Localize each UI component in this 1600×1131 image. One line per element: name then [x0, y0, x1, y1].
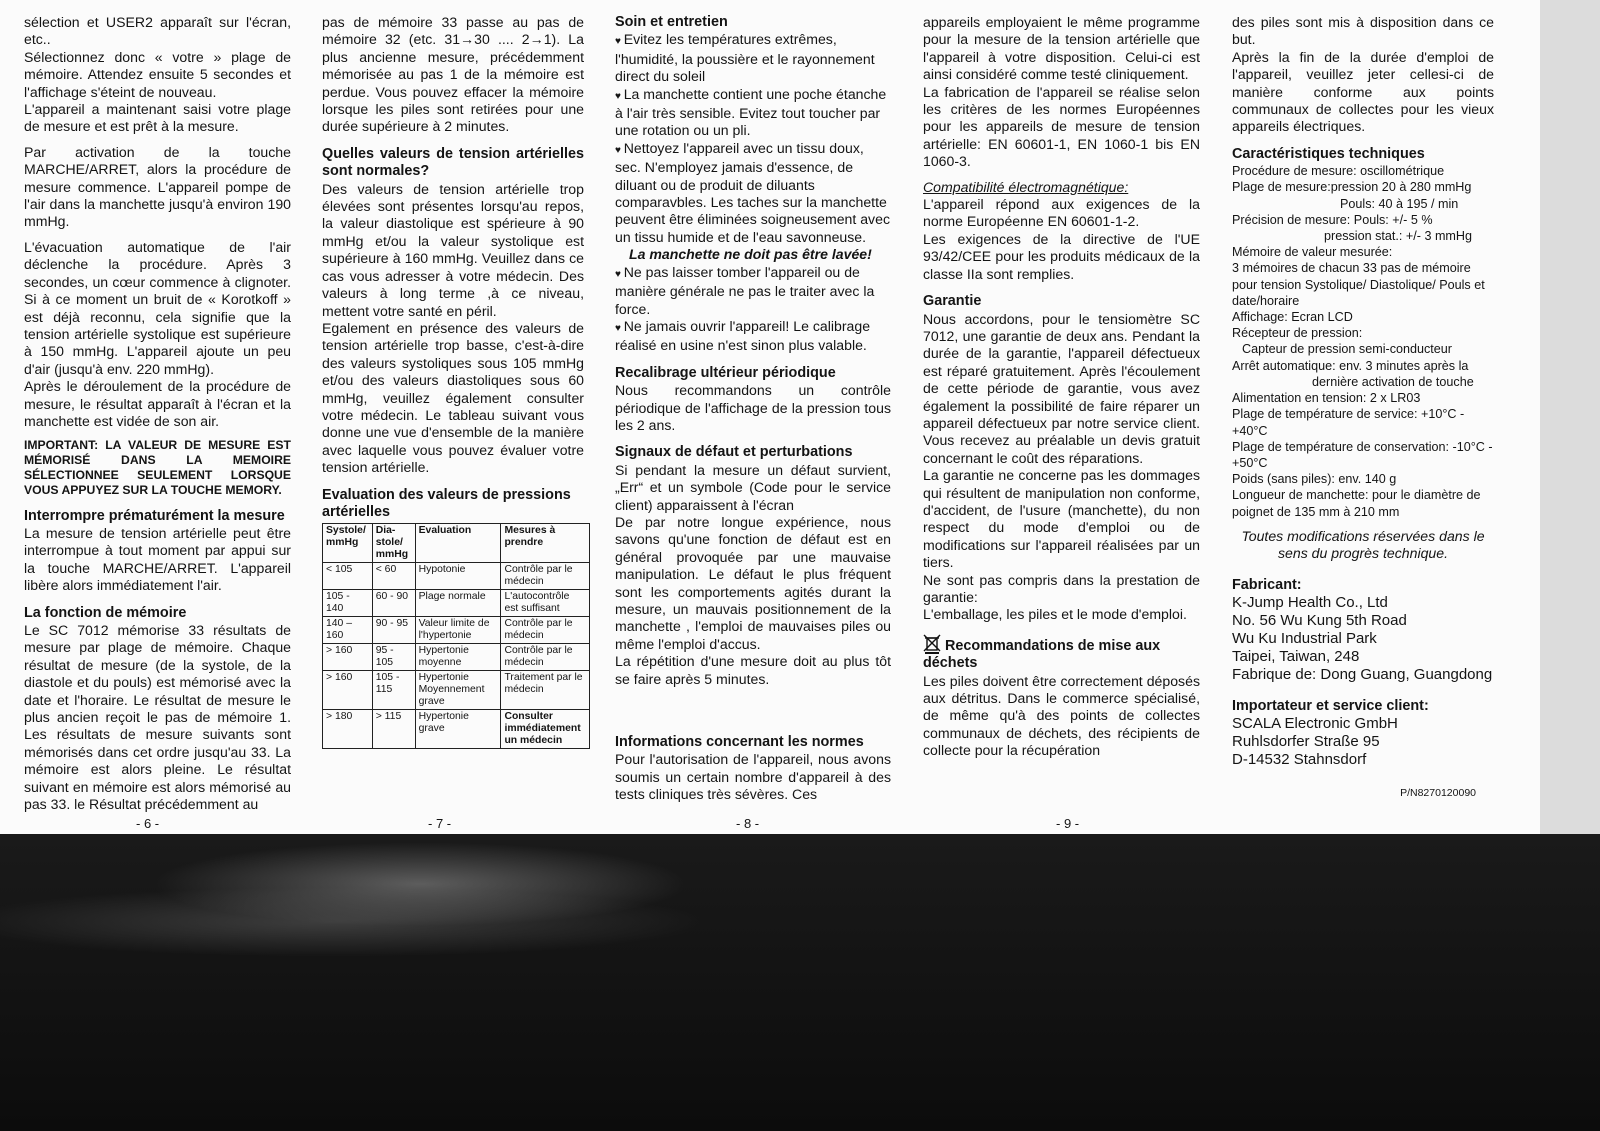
paragraph: Après le déroulement de la procédure de mesure, le résultat apparaît à l'écran et la manchette est vidée de son air.: [24, 378, 291, 429]
section-heading: Quelles valeurs de tension artérielles sont normales?: [322, 145, 584, 180]
table-row: [323, 671, 590, 710]
warning-text: La manchette ne doit pas être lavée!: [629, 246, 872, 263]
table-cell: Consulter immédiatement un médecin: [501, 710, 590, 749]
section-heading: Caractéristiques techniques: [1232, 145, 1425, 162]
table-cell: 60 - 90: [372, 590, 415, 617]
blood-pressure-table: [322, 523, 590, 749]
paragraph: Les exigences de la directive de l'UE 93/42/CEE pour les produits médicaux de la classe IIa sont remplies.: [923, 230, 1200, 282]
list-item: ♥ Evitez les températures extrêmes, l'humidité, la poussière et le rayonnement direct du soleil: [615, 31, 875, 85]
paragraph: des piles sont mis à disposition dans ce but.: [1232, 14, 1494, 48]
table-cell: Traitement par le médecin: [501, 671, 590, 710]
table-header-row: [323, 524, 590, 563]
section-heading: Soin et entretien: [615, 14, 728, 30]
paragraph: La fabrication de l'appareil se réalise selon les critères de les normes Européennes pour les appareils de mesure de tension artérielle: EN 60601-1, EN 1060-1 bis EN 1060-3.: [923, 83, 1200, 170]
address-line: Wu Ku Industrial Park: [1232, 629, 1377, 647]
spec-item: Procédure de mesure: oscillométrique: [1232, 164, 1445, 179]
spec-item: Alimentation en tension: 2 x LR03: [1232, 391, 1421, 406]
paragraph: Le SC 7012 mémorise 33 résultats de mesure par plage de mémoire. Chaque résultat de mesure (de la systole, de la diastole et du pouls) est mémorisé avec la date et l'horaire. Le résultat de mesure le plus ancien reçoit le pas de mémoire 1. Les résultats de mesure suivants sont mémorisés dans cet ordre jusqu'au 33. La mémoire est alors pleine. Le résultat suivant en mémoire est alors mémorisé au pas 33. le Résultat précédemment au: [24, 621, 291, 813]
paragraph: L'appareil a maintenant saisi votre plage de mesure et est prêt à la mesure.: [24, 101, 291, 135]
section-heading: Interrompre prématurément la mesure: [24, 507, 285, 524]
page-9-column: [923, 14, 1200, 760]
table-row: [323, 710, 590, 749]
table-cell: > 180: [323, 710, 373, 749]
paragraph: L'emballage, les piles et le mode d'emploi.: [923, 606, 1187, 623]
paragraph: Egalement en présence des valeurs de tension artérielle trop basse, c'est-à-dire des valeurs systoliques sous 105 mmHg et/ou des valeurs diastoliques sous 60 mmHg, veuillez également consulter votre médecin. Le tableau suivant vous donne une vue d'ensemble de la manière avec laquelle vous pouvez évaluer votre tension artérielle.: [322, 319, 584, 476]
heart-bullet-icon: ♥: [615, 268, 624, 280]
spec-item: Capteur de pression semi-conducteur: [1242, 342, 1453, 357]
paragraph: Ne sont pas compris dans la prestation de garantie:: [923, 571, 1200, 605]
heart-bullet-icon: ♥: [615, 36, 624, 48]
address-line: K-Jump Health Co., Ltd: [1232, 593, 1388, 611]
spec-item: Plage de température de conservation: -10°C - +50°C: [1232, 439, 1493, 470]
spec-item: Poids (sans piles): env. 140 g: [1232, 472, 1397, 487]
section-heading: Recalibrage ultérieur périodique: [615, 364, 836, 381]
address-line: Fabrique de: Dong Guang, Guangdong: [1232, 665, 1493, 683]
page-number: - 7 -: [428, 816, 452, 831]
manufacturer-address: [1232, 594, 1494, 684]
section-heading: La fonction de mémoire: [24, 604, 187, 621]
paragraph: La mesure de tension artérielle peut être interrompue à tout moment par appui sur la touche MARCHE/ARRET. L'appareil libère alors immédiatement l'air.: [24, 524, 291, 594]
section-heading: Importateur et service client:: [1232, 697, 1429, 714]
heart-bullet-icon: ♥: [615, 322, 624, 334]
spec-item: Plage de mesure:pression 20 à 280 mmHg: [1232, 180, 1472, 195]
paragraph: Des valeurs de tension artérielle trop élevées sont présentes lorsqu'au repos, la valeur diastolique est spérieure à 90 mmHg et/ou la valeur systolique est supérieure à 160 mmHg. Veuillez dans ce cas vous adresser à votre médecin. Des valeurs à long terme ,à ce niveau, mettent votre santé en péril.: [322, 180, 584, 319]
table-cell: 105 - 115: [372, 671, 415, 710]
table-cell: > 115: [372, 710, 415, 749]
paragraph: Les piles doivent être correctement déposés aux détritus. Dans le commerce spécialisé, de même qu'à des points de collectes communaux de déchets, des récipients de collecte pour la récupération: [923, 672, 1200, 759]
table-cell: Hypertonie Moyennement grave: [415, 671, 501, 710]
table-cell: > 160: [323, 671, 373, 710]
table-cell: 140 – 160: [323, 617, 373, 644]
spec-item: Pouls: 40 à 195 / min: [1340, 196, 1459, 211]
modification-note: Toutes modifications réservées dans le sens du progrès technique.: [1241, 527, 1485, 562]
page-number: - 8 -: [736, 816, 760, 831]
page-number: - 6 -: [136, 816, 160, 831]
table-header-cell: Evaluation: [415, 524, 501, 563]
page-6-column: [24, 14, 291, 813]
spec-item: pression stat.: +/- 3 mmHg: [1324, 229, 1473, 244]
table-cell: 105 - 140: [323, 590, 373, 617]
paragraph: L'appareil répond aux exigences de la norme Européenne EN 60601-1-2.: [923, 196, 1200, 230]
address-line: SCALA Electronic GmbH: [1232, 715, 1398, 733]
important-notice: IMPORTANT: LA VALEUR DE MESURE EST MÉMORISÉ DANS LA MEMOIRE SÉLECTIONNEE SEULEMENT LORSQUE VOUS APPUYEZ SUR LA TOUCHE MEMORY.: [24, 438, 291, 497]
section-heading: Fabricant:: [1232, 576, 1302, 593]
paragraph: Pour l'autorisation de l'appareil, nous avons soumis un certain nombre d'appareil à des tests cliniques très sévères. Ces: [615, 751, 891, 803]
section-heading: Evaluation des valeurs de pressions artérielles: [322, 486, 571, 520]
page-number: - 9 -: [1056, 816, 1080, 831]
page-7-column: [322, 14, 584, 749]
paragraph: Par activation de la touche MARCHE/ARRET, alors la procédure de mesure commence. L'appareil pompe de l'air dans la manchette jusqu'à environ 190 mmHg.: [24, 143, 291, 230]
table-cell: Plage normale: [415, 590, 501, 617]
address-line: No. 56 Wu Kung 5th Road: [1232, 611, 1407, 629]
table-header-cell: Mesures à prendre: [501, 524, 590, 563]
table-row: [323, 590, 590, 617]
section-heading: Recommandations de mise aux déchets: [923, 634, 1200, 673]
paragraph: Nous accordons, pour le tensiomètre SC 7012, une garantie de deux ans. Pendant la durée de la garantie, l'appareil défectueux est réparé gratuitement. Après l'écoulement de cette période de garantie, vous avez également la possibilité de faire réparer un appareil défectueux par notre service client. Vous recevez au préalable un devis gratuit concernant le coût des réparations.: [923, 310, 1200, 466]
part-number: P/N8270120090: [1400, 787, 1476, 800]
section-heading: Compatibilité électromagnétique:: [923, 178, 1129, 195]
paragraph: Après la fin de la durée d'emploi de l'appareil, veuillez jeter cellesi-ci de manière conforme aux points communaux de collectes pour les vieux appareils électriques.: [1232, 48, 1494, 135]
table-cell: Hypertonie grave: [415, 710, 501, 749]
address-line: D-14532 Stahnsdorf: [1232, 751, 1367, 769]
table-cell: 90 - 95: [372, 617, 415, 644]
section-heading: Informations concernant les normes: [615, 734, 864, 751]
section-heading: Garantie: [923, 293, 982, 310]
address-line: Taipei, Taiwan, 248: [1232, 647, 1360, 665]
table-row: [323, 644, 590, 671]
table-cell: Contrôle par le médecin: [501, 563, 590, 590]
table-cell: Contrôle par le médecin: [501, 644, 590, 671]
table-cell: Hypotonie: [415, 563, 501, 590]
table-cell: L'autocontrôle est suffisant: [501, 590, 590, 617]
table-cell: < 105: [323, 563, 373, 590]
spec-item: Récepteur de pression:: [1232, 326, 1363, 341]
paragraph: Sélectionnez donc « votre » plage de mémoire. Attendez ensuite 5 secondes et l'affichage s'éteint de nouveau.: [24, 48, 291, 100]
page-10-column: [1232, 14, 1494, 803]
heart-bullet-icon: ♥: [615, 144, 624, 156]
address-line: Ruhlsdorfer Straße 95: [1232, 733, 1380, 751]
paragraph: Nous recommandons un contrôle périodique de l'affichage de la pression tous les 2 ans.: [615, 382, 891, 433]
list-item: ♥ Nettoyez l'appareil avec un tissu doux, sec. N'employez jamais d'essence, de diluant ou de produit de diluants comparavbles. Les taches sur la manchette peuvent être éliminées soigneusement avec un tissu humide et de l'eau savonneuse.: [615, 139, 890, 245]
spec-item: Plage de température de service: +10°C - +40°C: [1232, 407, 1465, 438]
spec-item: Mémoire de valeur mesurée:: [1232, 245, 1393, 260]
paragraph: La garantie ne concerne pas les dommages qui résultent de manipulation non conforme, d'accident, de l'usure (manchette), du non respect du mode d'emploi ou de modifications sur l'appareil réalisées par un tiers.: [923, 467, 1200, 571]
table-header-cell: Dia-stole/ mmHg: [372, 524, 415, 563]
table-cell: 95 - 105: [372, 644, 415, 671]
table-cell: Valeur limite de l'hypertonie: [415, 617, 501, 644]
spec-item: 3 mémoires de chacun 33 pas de mémoire pour tension Systolique/ Diastolique/ Pouls et date/horaire: [1232, 261, 1485, 308]
section-heading: Signaux de défaut et perturbations: [615, 444, 853, 461]
heart-bullet-icon: ♥: [615, 90, 624, 102]
spec-item: Précision de mesure: Pouls: +/- 5 %: [1232, 212, 1433, 227]
page-8-column: [615, 14, 891, 804]
spec-item: Arrêt automatique: env. 3 minutes après la: [1232, 358, 1469, 373]
paragraph: L'évacuation automatique de l'air déclenche la procédure. Après 3 secondes, un cœur commence à clignoter. Si à ce moment un bruit de « Korotkoff » est déjà reconnu, cela signifie que la tension artérielle systolique est supérieure à 150 mmHg. L'appareil ajoute un peu d'air (jusqu'à env. 220 mmHg).: [24, 238, 291, 377]
spec-item: Affichage: Ecran LCD: [1232, 310, 1353, 325]
paragraph: La répétition d'une mesure doit au plus tôt se faire après 5 minutes.: [615, 653, 891, 687]
table-cell: Contrôle par le médecin: [501, 617, 590, 644]
table-cell: > 160: [323, 644, 373, 671]
table-row: [323, 617, 590, 644]
table-cell: < 60: [372, 563, 415, 590]
list-item: ♥ Ne jamais ouvrir l'appareil! Le calibrage réalisé en usine n'est sinon plus valable.: [615, 317, 871, 354]
table-cell: Hypertonie moyenne: [415, 644, 501, 671]
list-item: ♥ La manchette contient une poche étanche à l'air très sensible. Evitez tout toucher par une rotation ou un pli.: [615, 85, 887, 139]
crossed-bin-icon: [923, 634, 941, 654]
paragraph: Si pendant la mesure un défaut survient, „Err“ et un symbole (Code pour le service client) apparaissent à l'écran: [615, 461, 891, 513]
paragraph: De par notre longue expérience, nous savons qu'une fonction de défaut est en général provoquée par une mauvaise manipulation. Le défaut le plus fréquent sont les comportements agités durant la mesure, un mauvais positionnement de la manchette , l'emploi de mauvaises piles ou même l'emploi d'accus.: [615, 513, 891, 652]
importer-address: [1232, 715, 1494, 769]
paragraph: appareils employaient le même programme pour la mesure de la tension artérielle que l'appareil à votre disposition. Celui-ci est ainsi considéré comme testé cliniquement.: [923, 14, 1200, 83]
spec-item: dernière activation de touche: [1312, 374, 1474, 389]
paragraph: pas de mémoire 33 passe au pas de mémoire 32 (etc. 31→30 .... 2→1). La plus ancienne mesure, précédemment mémorisée au pas 1 de la mémoire est perdue. Vous pouvez effacer la mémoire lorsque les piles sont retirées pour une durée supérieure à 2 minutes.: [322, 14, 584, 135]
scanner-background: [0, 834, 1600, 1131]
spec-item: Longueur de manchette: pour le diamètre de poignet de 135 mm à 210 mm: [1232, 488, 1481, 519]
paragraph: sélection et USER2 apparaît sur l'écran, etc..: [24, 14, 291, 48]
scanner-edge: [1540, 0, 1600, 834]
table-row: [323, 563, 590, 590]
spec-list: [1232, 163, 1494, 519]
list-item: ♥ Ne pas laisser tomber l'appareil ou de manière générale ne pas le traiter avec la force.: [615, 263, 875, 317]
table-header-cell: Systole/ mmHg: [323, 524, 373, 563]
